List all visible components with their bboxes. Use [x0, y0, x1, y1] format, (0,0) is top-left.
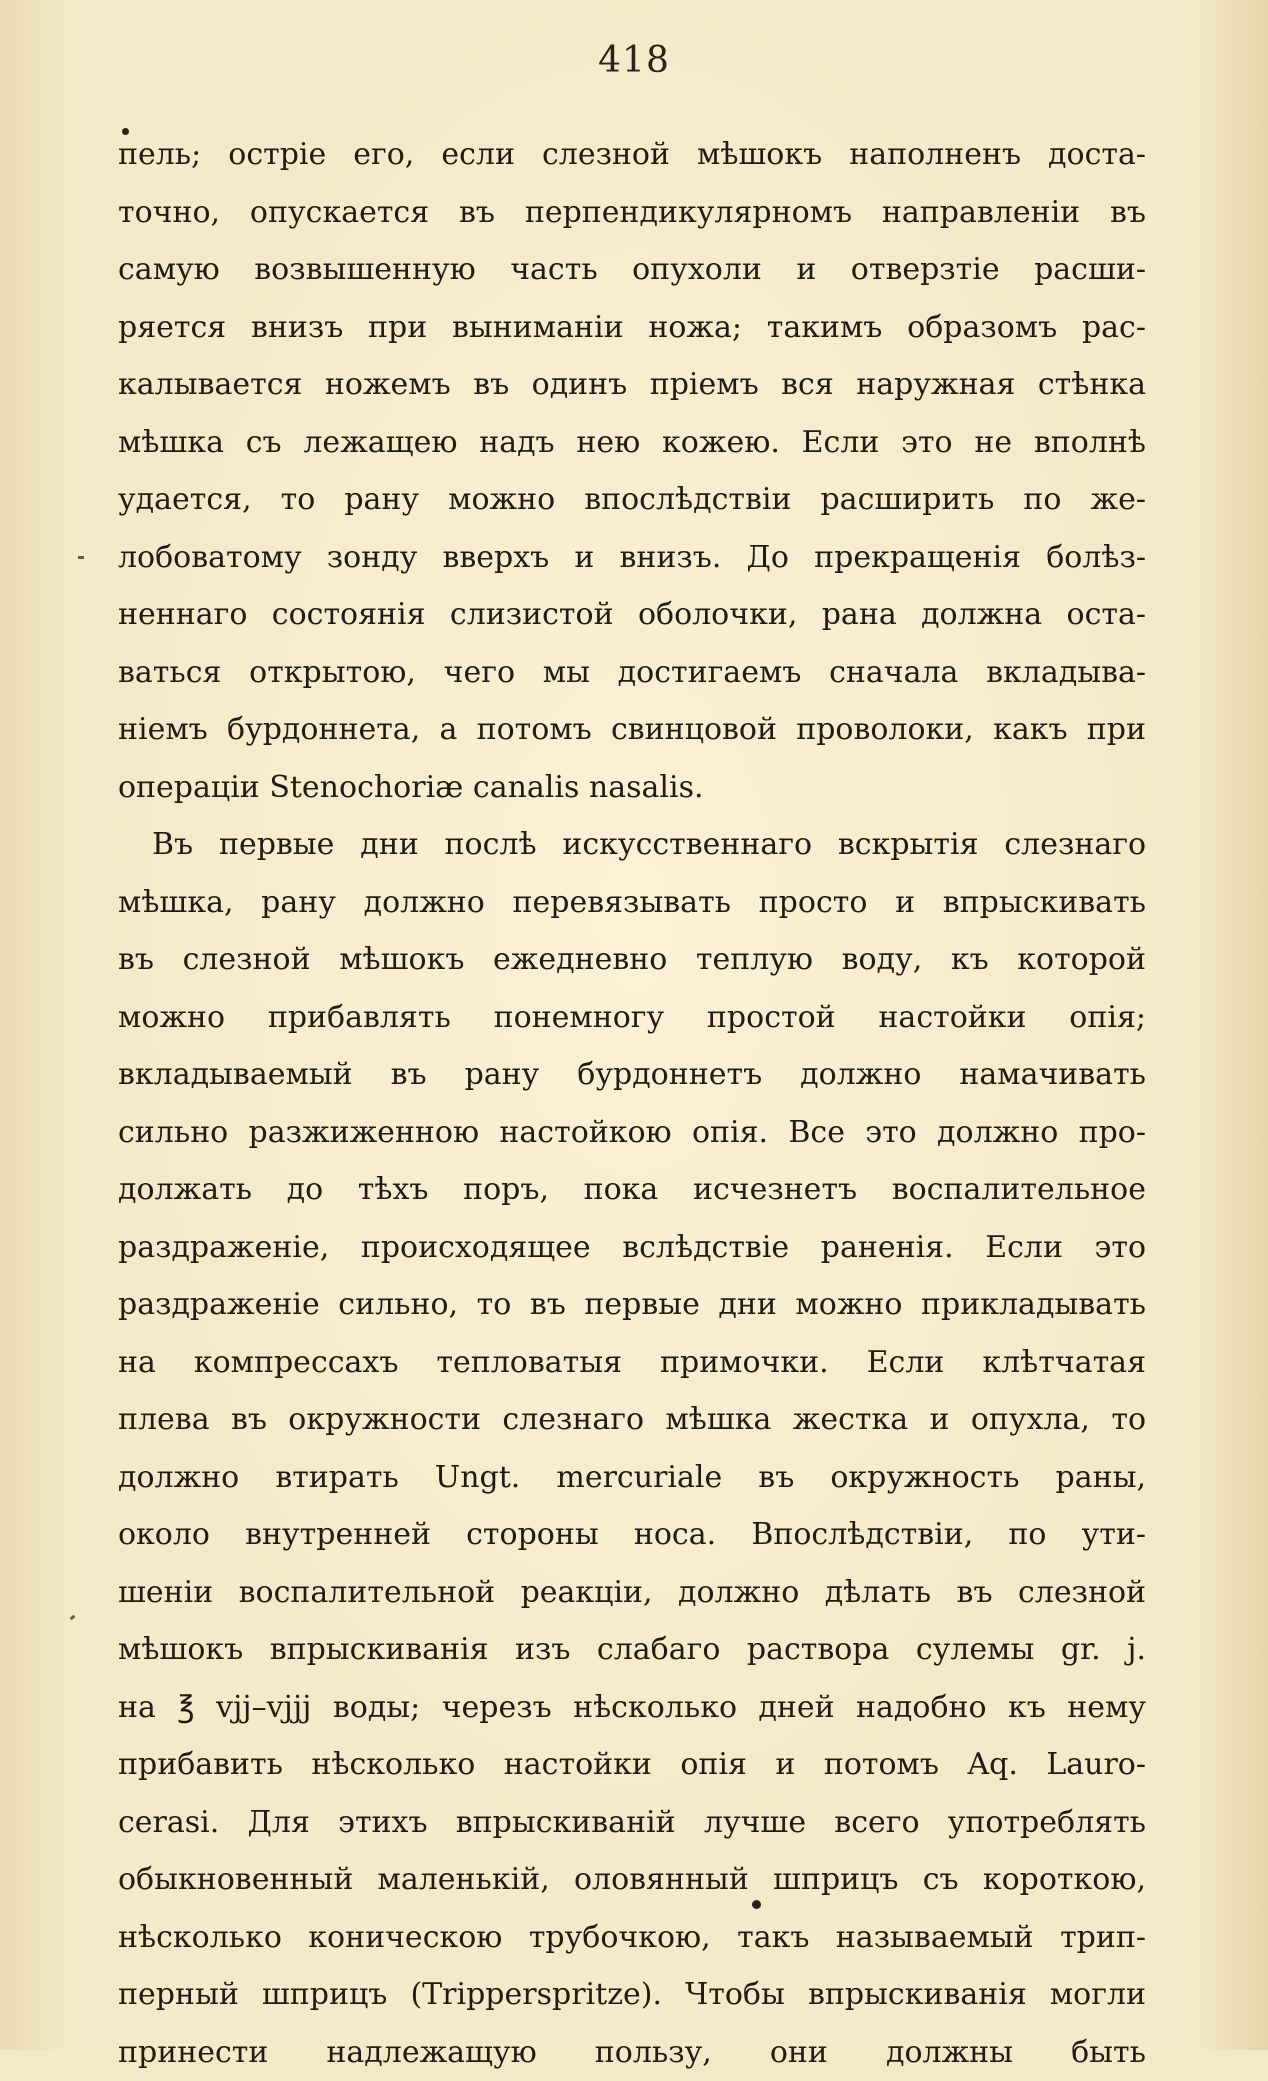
text-line: въ слезной мѣшокъ ежедневно теплую воду, къ которой: [118, 931, 1146, 989]
text-line: раздраженіе, происходящее вслѣдствіе раненія. Если это: [118, 1219, 1146, 1277]
text-line: вкладываемый въ рану бурдоннетъ должно намачивать: [118, 1046, 1146, 1104]
text-line: ніемъ бурдоннета, а потомъ свинцовой проволоки, какъ при: [118, 701, 1146, 759]
ink-speck: [122, 128, 129, 135]
text-line: операціи Stenochoriæ canalis nasalis.: [118, 759, 1146, 817]
ink-speck: [752, 1900, 761, 1909]
text-line: ряется внизъ при выниманіи ножа; такимъ образомъ рас-: [118, 299, 1146, 357]
text-line: около внутренней стороны носа. Впослѣдствіи, по ути-: [118, 1506, 1146, 1564]
text-line: принести надлежащую пользу, они должны быть: [118, 2024, 1146, 2081]
text-line: должать до тѣхъ поръ, пока исчезнетъ воспалительное: [118, 1161, 1146, 1219]
text-line: плева въ окружности слезнаго мѣшка жестка и опухла, то: [118, 1391, 1146, 1449]
text-line: неннаго состоянія слизистой оболочки, рана должна оста-: [118, 586, 1146, 644]
body-text: [118, 126, 1146, 2081]
text-line: лобоватому зонду вверхъ и внизъ. До прекращенія болѣз-: [118, 529, 1146, 587]
text-line: мѣшокъ впрыскиванія изъ слабаго раствора сулемы gr. j.: [118, 1621, 1146, 1679]
text-line: пель; остріе его, если слезной мѣшокъ наполненъ доста-: [118, 126, 1146, 184]
text-line: ваться открытою, чего мы достигаемъ сначала вкладыва-: [118, 644, 1146, 702]
text-line: удается, то рану можно впослѣдствіи расширить по же-: [118, 471, 1146, 529]
text-line: cerasi. Для этихъ впрыскиваній лучше всего употреблять: [118, 1794, 1146, 1852]
text-line: на ℥ vjj–vjjj воды; черезъ нѣсколько дней надобно къ нему: [118, 1679, 1146, 1737]
text-line: сильно разжиженною настойкою опія. Все это должно про-: [118, 1104, 1146, 1162]
page-number: 418: [0, 40, 1268, 81]
text-line: калывается ножемъ въ одинъ пріемъ вся наружная стѣнка: [118, 356, 1146, 414]
text-line: должно втирать Ungt. mercuriale въ окружность раны,: [118, 1449, 1146, 1507]
text-line: шеніи воспалительной реакціи, должно дѣлать въ слезной: [118, 1564, 1146, 1622]
text-line: нѣсколько коническою трубочкою, такъ называемый трип-: [118, 1909, 1146, 1967]
text-line: Въ первые дни послѣ искусственнаго вскрытія слезнаго: [118, 816, 1146, 874]
text-line: мѣшка съ лежащею надъ нею кожею. Если это не вполнѣ: [118, 414, 1146, 472]
margin-mark: [78, 556, 84, 559]
text-line: раздраженіе сильно, то въ первые дни можно прикладывать: [118, 1276, 1146, 1334]
text-line: мѣшка, рану должно перевязывать просто и впрыскивать: [118, 874, 1146, 932]
text-line: перный шприцъ (Trippersprіtze). Чтобы впрыскиванія могли: [118, 1966, 1146, 2024]
text-line: на компрессахъ тепловатыя примочки. Если клѣтчатая: [118, 1334, 1146, 1392]
margin-mark: [70, 1615, 76, 1621]
text-line: самую возвышенную часть опухоли и отверзтіе расши-: [118, 241, 1146, 299]
text-line: можно прибавлять понемногу простой настойки опія;: [118, 989, 1146, 1047]
text-line: точно, опускается въ перпендикулярномъ направленіи въ: [118, 184, 1146, 242]
text-line: обыкновенный маленькій, оловянный шприцъ съ короткою,: [118, 1851, 1146, 1909]
text-line: прибавить нѣсколько настойки опія и потомъ Aq. Lauro-: [118, 1736, 1146, 1794]
